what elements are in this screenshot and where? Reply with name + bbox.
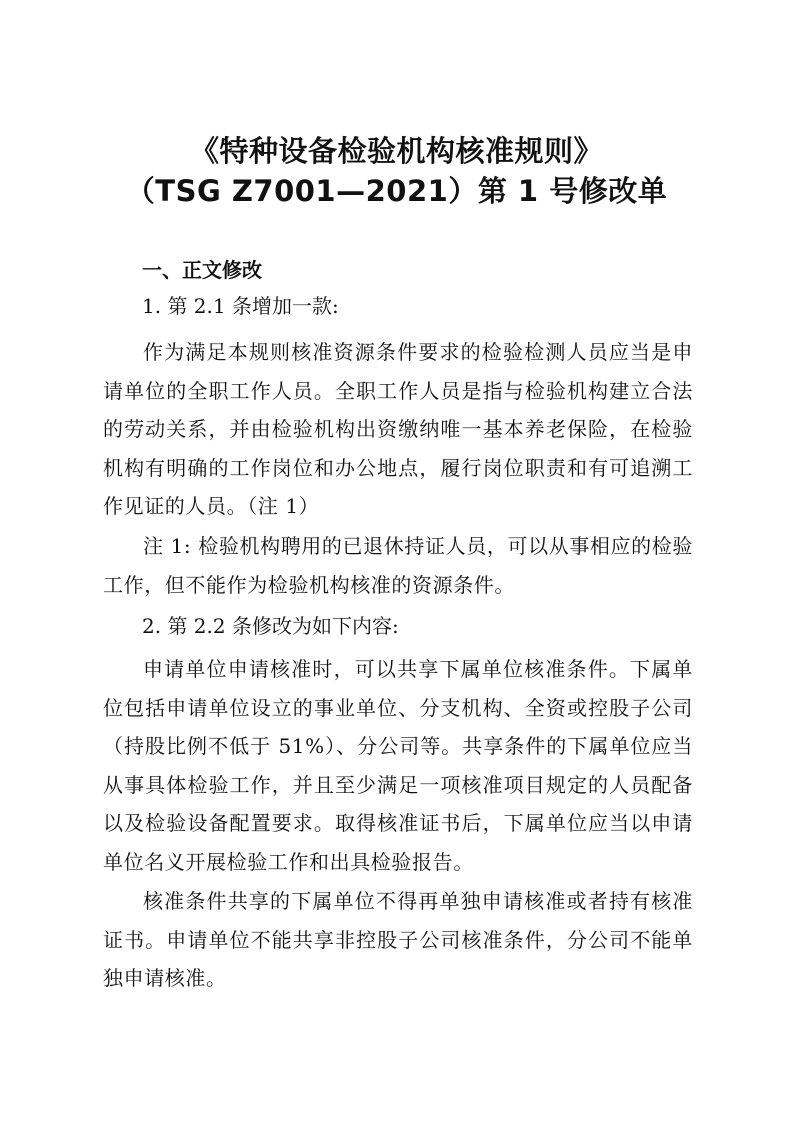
document-title-line-2: （TSG Z7001—2021）第 1 号修改单 xyxy=(125,174,668,208)
note-1-paragraph: 注 1: 检验机构聘用的已退休持证人员，可以从事相应的检验工作，但不能作为检验机构核准的资源条件。 xyxy=(103,534,693,597)
section-heading: 一、正文修改 xyxy=(142,258,262,282)
item-2-paragraph-1: 申请单位申请核准时，可以共享下属单位核准条件。下属单位包括申请单位设立的事业单位、分支机构、全资或控股子公司（持股比例不低于 51%）、分公司等。共享条件的下属单位应当从事具体检验工作，并且至少满足一项核准项目规定的人员配备以及检验设备配置要求。取得核准证书后，下属单位应当以申请单位名义开展检验工作和出具检验报告。 xyxy=(103,657,693,874)
item-1-paragraph: 作为满足本规则核准资源条件要求的检验检测人员应当是申请单位的全职工作人员。全职工作人员是指与检验机构建立合法的劳动关系，并由检验机构出资缴纳唯一基本养老保险，在检验机构有明确的工作岗位和办公地点，履行岗位职责和有可追溯工作见证的人员。（注 1） xyxy=(103,340,693,518)
item-2-label: 2. 第 2.2 条修改为如下内容: xyxy=(142,614,399,638)
document-title-line-1: 《特种设备检验机构核准规则》 xyxy=(189,134,603,168)
item-1-label: 1. 第 2.1 条增加一款: xyxy=(142,294,339,318)
item-2-paragraph-2: 核准条件共享的下属单位不得再单独申请核准或者持有核准证书。申请单位不能共享非控股子公司核准条件，分公司不能单独申请核准。 xyxy=(103,889,693,990)
